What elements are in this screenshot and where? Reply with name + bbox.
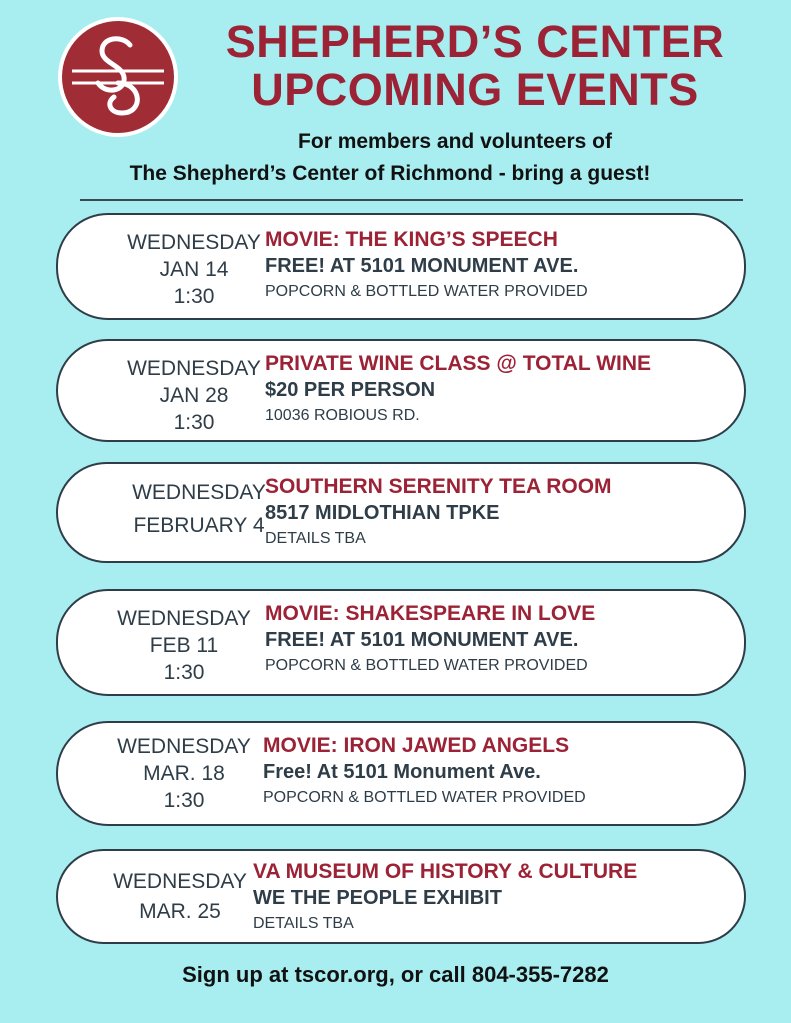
page-title bbox=[195, 18, 755, 114]
subtitle-line-1: For members and volunteers of bbox=[298, 130, 612, 153]
event-date bbox=[84, 733, 284, 814]
event-date bbox=[94, 355, 294, 436]
event-card bbox=[56, 589, 746, 696]
event-card bbox=[56, 721, 746, 826]
event-info bbox=[265, 226, 588, 304]
event-info bbox=[265, 473, 612, 551]
event-day: WEDNESDAY bbox=[132, 481, 266, 504]
event-title: PRIVATE WINE CLASS @ TOTAL WINE bbox=[265, 352, 652, 375]
event-card bbox=[56, 339, 746, 442]
event-title: MOVIE: IRON JAWED ANGELS bbox=[263, 734, 570, 757]
event-time: 1:30 bbox=[173, 411, 215, 434]
subtitle-line-2: The Shepherd’s Center of Richmond - bring a guest! bbox=[129, 162, 651, 185]
event-date-text: JAN 28 bbox=[159, 384, 229, 407]
event-info bbox=[265, 600, 595, 678]
event-detail: $20 PER PERSON bbox=[265, 379, 436, 401]
event-note: 10036 ROBIOUS RD. bbox=[265, 407, 420, 424]
event-card bbox=[56, 462, 746, 563]
event-note: POPCORN & BOTTLED WATER PROVIDED bbox=[263, 789, 586, 806]
event-date-text: JAN 14 bbox=[159, 258, 229, 281]
event-date-text: FEBRUARY 4 bbox=[133, 514, 265, 537]
event-info bbox=[263, 732, 586, 810]
title-line-1: SHEPHERD’S CENTER bbox=[225, 16, 725, 67]
event-date-text: MAR. 25 bbox=[139, 900, 221, 923]
event-card bbox=[56, 213, 746, 320]
event-date bbox=[94, 229, 294, 310]
event-day: WEDNESDAY bbox=[117, 607, 251, 630]
event-date-text: MAR. 18 bbox=[143, 762, 225, 785]
event-detail: WE THE PEOPLE EXHIBIT bbox=[253, 887, 502, 909]
event-title: MOVIE: SHAKESPEARE IN LOVE bbox=[265, 602, 596, 625]
subtitle bbox=[60, 126, 720, 190]
event-day: WEDNESDAY bbox=[117, 735, 251, 758]
event-date-text: FEB 11 bbox=[149, 634, 219, 657]
event-time: 1:30 bbox=[163, 789, 205, 812]
event-detail: Free! At 5101 Monument Ave. bbox=[263, 761, 541, 783]
event-date bbox=[84, 605, 284, 686]
event-note: POPCORN & BOTTLED WATER PROVIDED bbox=[265, 283, 588, 300]
event-day: WEDNESDAY bbox=[127, 357, 261, 380]
event-info bbox=[253, 858, 637, 936]
event-title: SOUTHERN SERENITY TEA ROOM bbox=[265, 475, 612, 498]
event-detail: FREE! AT 5101 MONUMENT AVE. bbox=[265, 629, 579, 651]
event-day: WEDNESDAY bbox=[113, 870, 247, 893]
signup-footer: Sign up at tscor.org, or call 804-355-7282 bbox=[182, 962, 609, 987]
event-note: DETAILS TBA bbox=[253, 915, 354, 932]
event-time: 1:30 bbox=[173, 285, 215, 308]
event-detail: 8517 MIDLOTHIAN TPKE bbox=[265, 502, 500, 524]
event-note: POPCORN & BOTTLED WATER PROVIDED bbox=[265, 657, 588, 674]
event-title: VA MUSEUM OF HISTORY & CULTURE bbox=[253, 860, 638, 883]
event-detail: FREE! AT 5101 MONUMENT AVE. bbox=[265, 255, 579, 277]
event-date bbox=[80, 867, 280, 927]
shepherd-crook-logo-icon bbox=[58, 17, 178, 137]
event-title: MOVIE: THE KING’S SPEECH bbox=[265, 228, 558, 251]
event-time: 1:30 bbox=[163, 661, 205, 684]
event-note: DETAILS TBA bbox=[265, 530, 366, 547]
event-day: WEDNESDAY bbox=[127, 231, 261, 254]
title-line-2: UPCOMING EVENTS bbox=[251, 64, 699, 115]
divider bbox=[80, 199, 743, 201]
event-info bbox=[265, 350, 651, 428]
event-card bbox=[56, 849, 746, 944]
